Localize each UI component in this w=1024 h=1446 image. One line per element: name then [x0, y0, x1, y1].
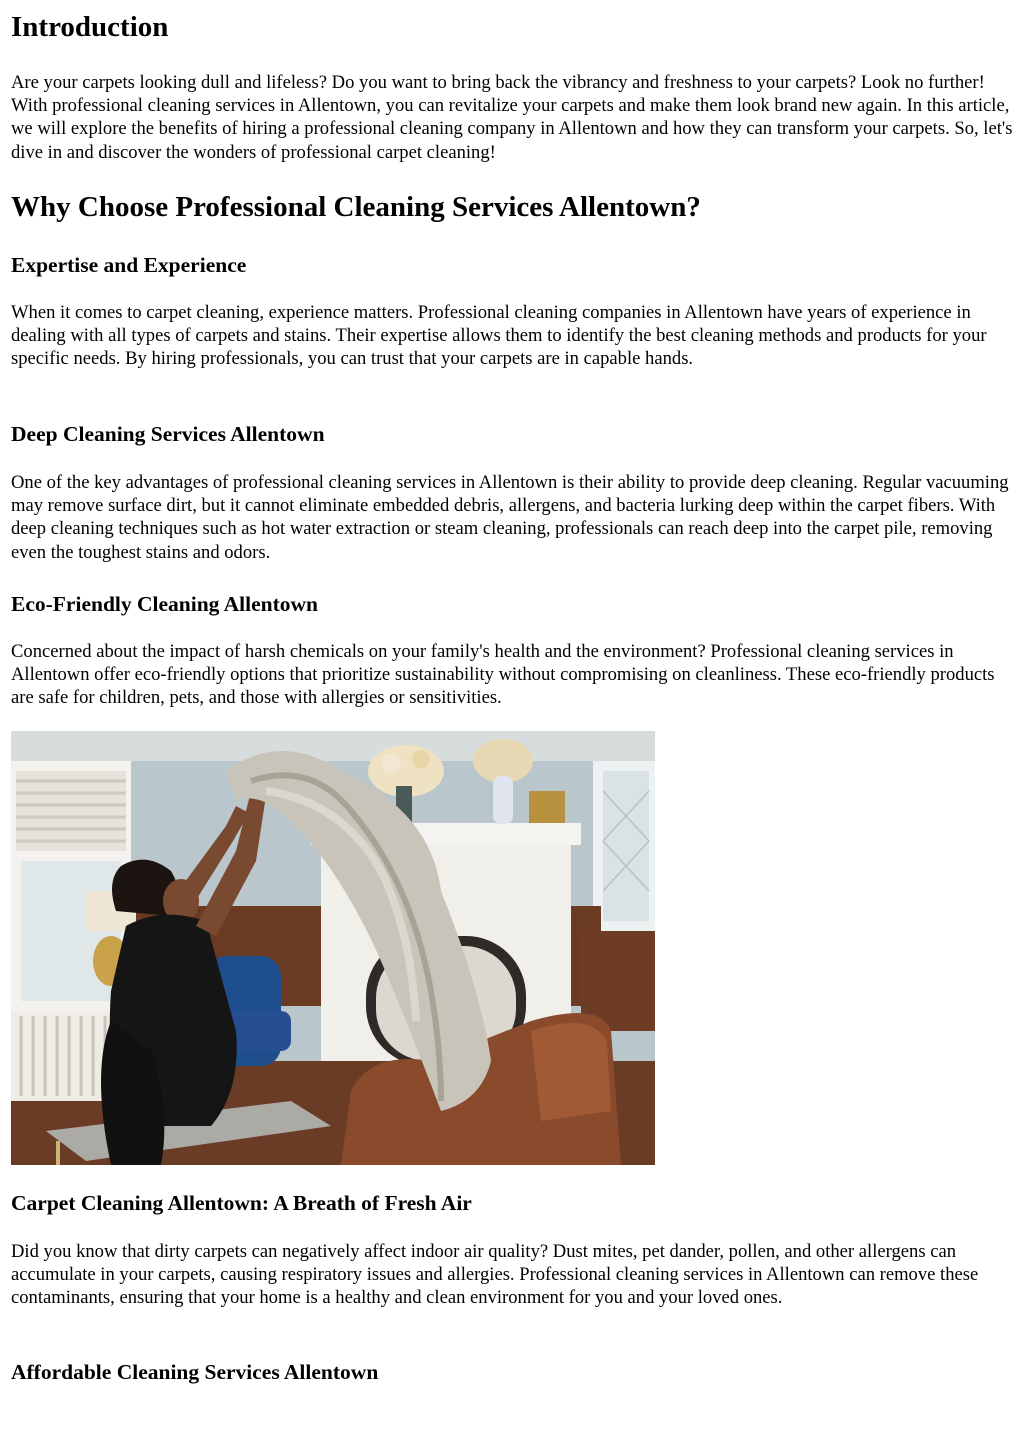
section-heading-fresh-air: Carpet Cleaning Allentown: A Breath of Fresh Air — [11, 1191, 472, 1215]
living-room-photo — [11, 731, 655, 1165]
intro-paragraph: Are your carpets looking dull and lifeless? Do you want to bring back the vibrancy and freshness to your carpets? Look no further! With professional cleaning services in Allentown, you can revitalize your carpets and make them look brand new again. In this article, we will explore the benefits of hiring a professional cleaning company in Allentown and how they can transform your carpets. So, let's dive in and discover the wonders of professional carpet cleaning! — [11, 72, 1013, 163]
section-text-deep-cleaning: One of the key advantages of professional cleaning services in Allentown is their ability to provide deep cleaning. Regular vacuuming may remove surface dirt, but it cannot eliminate embedded debris, allergens, and bacteria lurking deep within the carpet fibers. With deep cleaning techniques such as hot water extraction or steam cleaning, professionals can reach deep into the carpet pile, removing even the toughest stains and odors. — [11, 472, 1009, 563]
photo-illustration-icon — [11, 731, 655, 1165]
section-heading-expertise: Expertise and Experience — [11, 253, 247, 277]
section-heading-eco-friendly: Eco-Friendly Cleaning Allentown — [11, 592, 318, 616]
section-text-eco-friendly: Concerned about the impact of harsh chemicals on your family's health and the environment? Professional cleaning services in Allentown offer eco-friendly options that prioritize sustainability without compromising on cleanliness. These eco-friendly products are safe for children, pets, and those with allergies or sensitivities. — [11, 641, 995, 709]
section-text-expertise: When it comes to carpet cleaning, experience matters. Professional cleaning companies in Allentown have years of experience in dealing with all types of carpets and stains. Their expertise allows them to identify the best cleaning methods and products for your specific needs. By hiring professionals, you can trust that your carpets are in capable hands. — [11, 302, 987, 370]
section-text-fresh-air: Did you know that dirty carpets can negatively affect indoor air quality? Dust mites, pet dander, pollen, and other allergens can accumulate in your carpets, causing respiratory issues and allergies. Professional cleaning services in Allentown can remove these contaminants, ensuring that your home is a healthy and clean environment for you and your loved ones. — [11, 1241, 979, 1309]
section-heading-deep-cleaning: Deep Cleaning Services Allentown — [11, 422, 325, 446]
section-heading-affordable: Affordable Cleaning Services Allentown — [11, 1360, 379, 1384]
intro-heading: Introduction — [11, 11, 169, 43]
why-choose-heading: Why Choose Professional Cleaning Services Allentown? — [11, 191, 701, 223]
